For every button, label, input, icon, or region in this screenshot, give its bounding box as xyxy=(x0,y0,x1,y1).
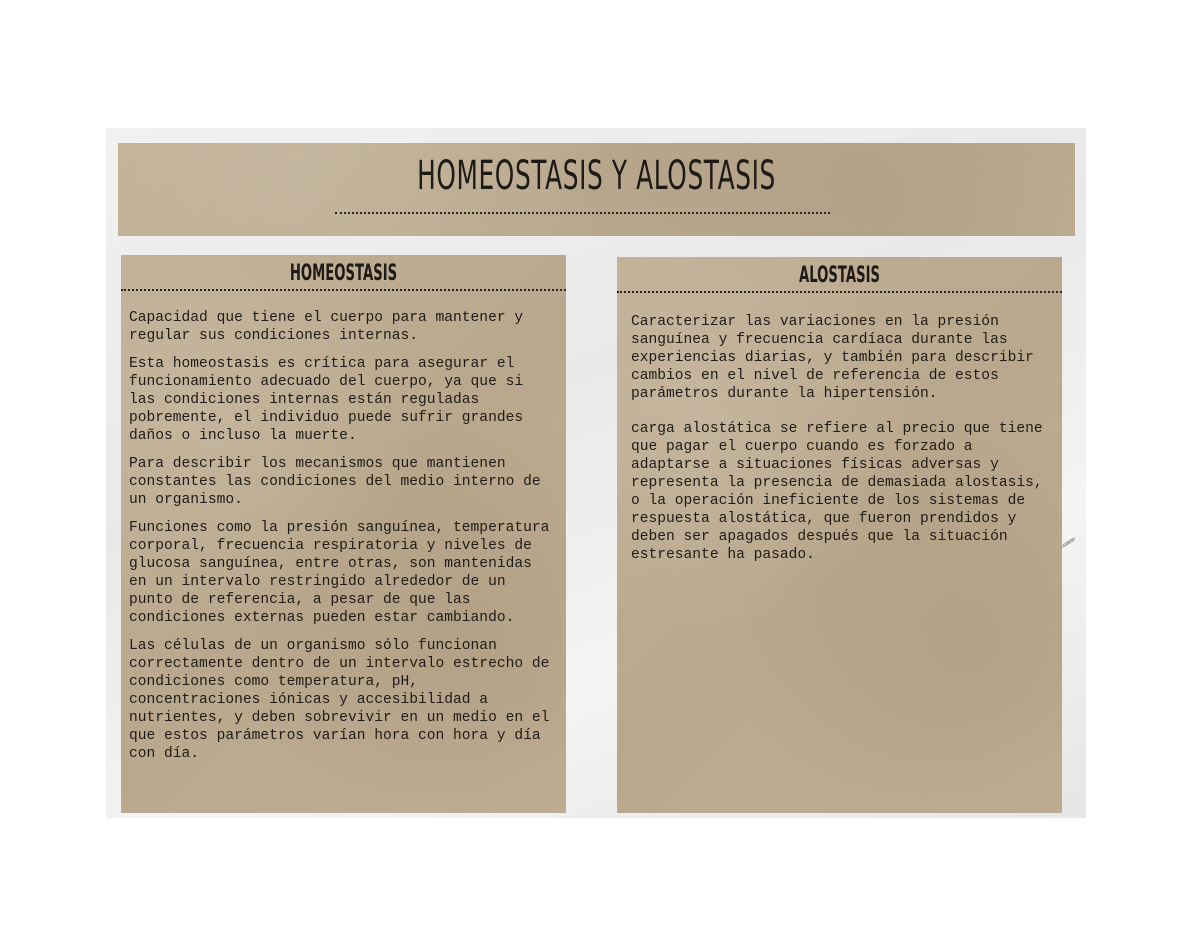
homeostasis-paragraph: Capacidad que tiene el cuerpo para mantener y regular sus condiciones internas. xyxy=(129,310,524,344)
alostasis-heading: ALOSTASIS xyxy=(798,263,880,288)
alostasis-paragraph: carga alostática se refiere al precio que tiene que pagar el cuerpo cuando es forzado a adaptarse a situaciones físicas adversas y representa la presencia de demasiada alostasis, o la operación ineficiente de los sistemas de respuesta alostática, que fueron prendidos y deben ser apagados después que la situación estresante ha pasado. xyxy=(631,421,1043,563)
leaf-sprig-icon xyxy=(1060,536,1076,550)
page-title: HOMEOSTASIS Y ALOSTASIS xyxy=(417,153,776,199)
homeostasis-heading: HOMEOSTASIS xyxy=(289,261,398,286)
homeostasis-divider xyxy=(121,289,566,291)
alostasis-divider xyxy=(617,291,1062,293)
homeostasis-paragraph: Para describir los mecanismos que mantienen constantes las condiciones del medio interno de un organismo. xyxy=(129,456,541,508)
homeostasis-body xyxy=(129,309,556,773)
homeostasis-paragraph: Funciones como la presión sanguínea, temperatura corporal, frecuencia respiratoria y niveles de glucosa sanguínea, entre otras, son mantenidas en un intervalo restringido alrededor de un punto de referencia, a pesar de que las condiciones externas pueden estar cambiando. xyxy=(129,520,550,626)
title-divider xyxy=(335,212,830,214)
title-banner xyxy=(118,143,1075,236)
alostasis-panel xyxy=(617,257,1062,813)
homeostasis-panel xyxy=(121,255,566,813)
alostasis-paragraph: Caracterizar las variaciones en la presión sanguínea y frecuencia cardíaca durante las experiencias diarias, y también para describir cambios en el nivel de referencia de estos parámetros durante la hipertensión. xyxy=(631,314,1034,402)
homeostasis-paragraph: Las células de un organismo sólo funcionan correctamente dentro de un intervalo estrecho de condiciones como temperatura, pH, concentraciones iónicas y accesibilidad a nutrientes, y deben sobrevivir en un medio en el que estos parámetros varían hora con hora y día con día. xyxy=(129,638,550,762)
alostasis-body xyxy=(631,313,1052,581)
homeostasis-paragraph: Esta homeostasis es crítica para asegurar el funcionamiento adecuado del cuerpo, ya que si las condiciones internas están reguladas pobremente, el individuo puede sufrir grandes daños o incluso la muerte. xyxy=(129,356,524,444)
